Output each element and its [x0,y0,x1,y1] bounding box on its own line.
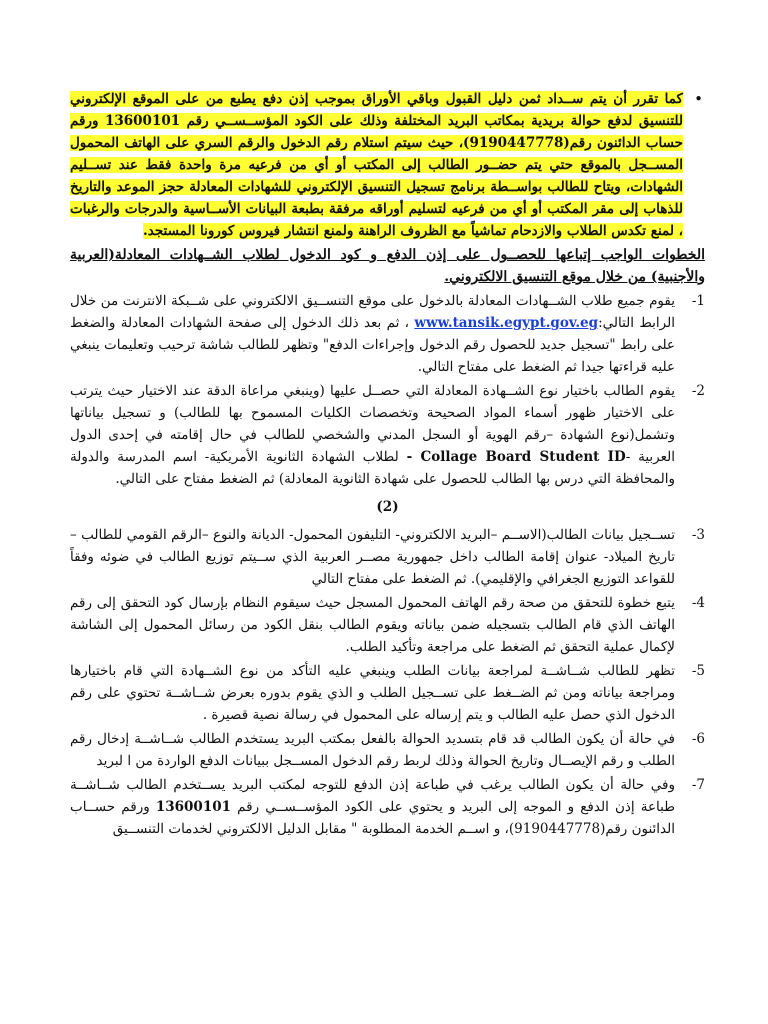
step-text: في حالة أن يكون الطالب قد قام بتسديد الحوالة بالفعل بمكتب البريد يستخدم الطالب شــاشــة إدخال رقم الطلب و رقم الإيصــال وتاريخ الحوالة وذلك لربط رقم الدخول المســجل ببيانات الدفع الواردة من ا لبريد [70,731,675,769]
step-item [70,290,705,378]
step-text-part: وفي حالة أن يكون الطالب يرغب في طباعة إذن الدفع للتوجه لمكتب البريد يســتخدم الطالب شــاشــة طباعة إذن الدفع و الموجه إلى البريد و يحتوي على الكود المؤســســي رقم [70,777,675,815]
step-number: -5 [691,663,705,679]
step-text: يتبع خطوة للتحقق من صحة رقم الهاتف المحمول المسجل حيث سيقوم النظام بإرسال كود التحقق إلى رقم الهاتف الذي قام الطالب بتسجيله ضمن بياناته ويقوم الطالب بنقل الكود من رسائل المحمول إلى الشاشة لإكمال عملية التحقق ثم الضغط على مراجعة وتأكيد الطلب. [70,595,675,655]
step-text-part: ورقم حســاب الدائنون رقم(9190447778)، و اســم الخدمة المطلوبة " مقابل الدليل الالكتروني لخدمات التنســيق [70,799,675,837]
step-number: -6 [691,731,705,747]
notice-paragraph [70,88,705,242]
page-number: (2) [376,499,399,515]
step-text [70,774,675,840]
steps-heading: الخطوات الواجب إتباعها للحصــول على إذن الدفع و كود الدخول لطلاب الشــهادات المعادلة(العربية والأجنبية) من خلال موقع التنسيق الالكتروني. [70,247,705,285]
step-text-part: يقوم جميع طلاب الشــهادات المعادلة بالدخول على موقع التنســيق الالكتروني على شــبكة الانترنت من خلال الرابط التالي: [70,293,675,331]
tansik-link[interactable]: www.tansik.egypt.gov.eg [414,315,599,331]
step-number: -7 [691,777,705,793]
step-item [70,774,705,840]
step-number: -3 [691,527,705,543]
step-number: -2 [691,383,705,399]
student-id-label: Collage Board Student ID - [406,449,626,465]
step-text-part: لطلاب الشهادة الثانوية الأمريكية- اسم المدرسة والدولة والمحافظة التي درس بها الطالب للحصول على شهادة الثانوية المعادلة) ثم الضغط مفتاح على التالي. [70,449,675,487]
step-text: تســجيل بيانات الطالب(الاســم –البريد الالكتروني- التليفون المحمول- الديانة والنوع –الرقم القومي للطالب –تاريخ الميلاد- عنوان إقامة الطالب داخل جمهورية مصــر العربية الذي ســيتم توزيع الطالب في ضوئه وفقاً للقواعد التوزيع الجغرافي والإقليمي). ثم الضغط على مفتاح التالي [70,527,675,587]
step-item [70,380,705,490]
bullet-icon: • [694,90,703,108]
step-item [70,728,705,772]
step-item [70,592,705,658]
institution-code: 13600101 [155,799,232,815]
notice-text: كما تقرر أن يتم ســداد ثمن دليل القبول وباقي الأوراق بموجب إذن دفع يطبع من على الموقع الإلكتروني للتنسيق لدفع حوالة بريدية بمكاتب البريد المختلفة وذلك على الكود المؤســســي رقم 13600101 ورقم حساب الدائنون رقم(9190447778)، حيث سيتم استلام رقم الدخول والرقم السري على الهاتف المحمول المســجل بالموقع حتي يتم حضــور الطالب إلى المكتب أو أي من فرعيه مرة واحدة فقط عند تســليم الشهادات، ويتاح للطالب بواســطة برنامج تسجيل التنسيق الإلكتروني للشهادات المعادلة حجز الموعد والتاريخ للذهاب إلى مقر المكتب أو أي من فرعيه لتسليم أوراقه مرفقة بطبعة البيانات الأســاسية والدرجات والرغبات ، لمنع تكدس الطلاب والازدحام تماشياً مع الظروف الراهنة ولمنع انتشار فيروس كورونا المستجد. [70,91,683,239]
step-item [70,660,705,726]
step-item [70,524,705,590]
step-text [70,290,675,378]
step-number: -1 [691,293,705,309]
document-page [70,88,705,842]
step-text-part: ، ثم بعد ذلك الدخول إلى صفحة الشهادات المعادلة والضغط على رابط "تسجيل جديد للحصول رقم الدخول وإجراءات الدفع" وتظهر للطالب شاشة ترحيب وتعليمات ينبغي عليه قراءتها جيدا ثم الضغط على مفتاح التالي. [70,315,675,375]
step-text-part: يقوم الطالب باختيار نوع الشــهادة المعادلة التي حصــل عليها (وينبغي مراعاة الدقة عند الاختيار حيث يترتب على الاختيار ظهور أسماء المواد الصحيحة وتخصصات الكليات المسموح بها للطالب) و تسجيل بياناتها وتشمل(نوع الشهادة –رقم الهوية أو السجل المدني والشخصي للطالب في حال إقامته في إحدى الدول العربية - [70,383,676,465]
step-text [70,380,675,490]
step-number: -4 [691,595,705,611]
step-text: تظهر للطالب شــاشــة لمراجعة بيانات الطلب وينبغي عليه التأكد من نوع الشــهادة التي قام باختيارها ومراجعة بياناته ومن ثم الضــغط على تســجيل الطلب و الذي يقوم بدوره بعرض شــاشــة تحتوي على رقم الدخول الذي حصل عليه الطالب و يتم إرساله على المحمول في رسالة نصية قصيرة . [70,663,675,723]
